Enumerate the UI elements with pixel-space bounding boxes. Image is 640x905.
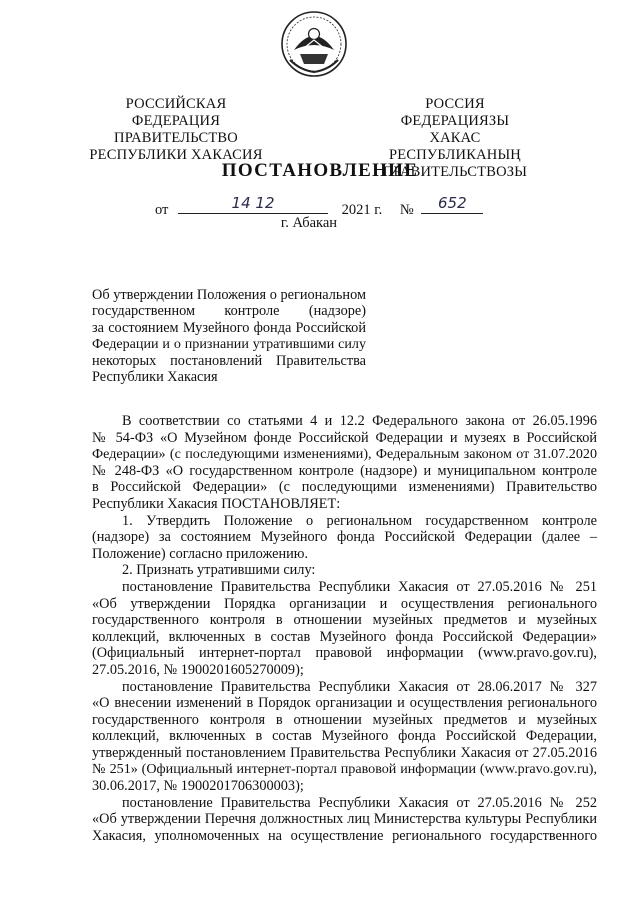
body-line: постановление Правительства Республики Хакасия от 27.05.2016 № 251	[122, 578, 597, 595]
subject-line: некоторых постановлений Правительства	[92, 352, 366, 369]
body-line: 1. Утвердить Положение о региональном государственном контроле	[122, 512, 597, 529]
body-line: Республики Хакасия ПОСТАНОВЛЯЕТ:	[92, 495, 341, 512]
body-line: (Официальный интернет-портал правовой информации (www.pravo.gov.ru),	[92, 645, 597, 662]
body-line: В соответствии со статьями 4 и 12.2 Федерального закона от 26.05.1996	[122, 413, 597, 429]
body-line: № 251» (Официальный интернет-портал правовой информации (www.pravo.gov.ru),	[92, 761, 597, 778]
body-line: «Об утверждении Перечня должностных лиц Министерства культуры Республики	[92, 811, 597, 828]
body-line: 27.05.2016, № 1900201605270009);	[92, 661, 304, 678]
subject-line: государственном контроле (надзоре)	[92, 303, 366, 320]
body-line: Хакасия, уполномоченных на осуществление регионального государственного	[92, 827, 597, 844]
header-left-line: РОССИЙСКАЯ ФЕДЕРАЦИЯ	[125, 96, 227, 129]
body-line: № 248-ФЗ «О государственном контроле (надзоре) и муниципальном контроле	[92, 462, 597, 479]
subject-line: Федерации и о признании утратившими силу	[92, 336, 366, 353]
body-line: коллекций, включенных в состав Музейного фонда Российской Федерации»	[92, 628, 597, 645]
coat-of-arms-emblem	[280, 10, 348, 78]
body-line: утвержденный постановлением Правительства Республики Хакасия от 27.05.2016	[92, 744, 597, 761]
header-right-line: РОССИЯ ФЕДЕРАЦИЯЗЫ	[400, 96, 510, 129]
header-left-block	[80, 96, 272, 164]
body-line: в Российской Федерации» (с последующими изменениями) Правительство	[92, 479, 597, 496]
year-label: 2021 г.	[341, 202, 383, 218]
body-line: постановление Правительства Республики Хакасия от 28.06.2017 № 327	[122, 678, 597, 695]
handwritten-number: 652	[437, 194, 467, 212]
body-line: № 54-ФЗ «О Музейном фонде Российской Федерации и музеях в Российской	[92, 429, 597, 446]
document-title: ПОСТАНОВЛЕНИЕ	[221, 160, 419, 181]
body-line: «О внесении изменений в Порядок организации и осуществления регионального	[92, 695, 597, 712]
header-left-line: ПРАВИТЕЛЬСТВО	[114, 130, 238, 146]
body-line: постановление Правительства Республики Хакасия от 27.05.2016 № 252	[122, 794, 597, 811]
body-line: коллекций, включенных в состав Музейного фонда Российской Федерации,	[92, 728, 597, 745]
body-line: государственного контроля в отношении музейных предметов и музейных	[92, 612, 597, 629]
document-body	[92, 413, 597, 844]
subject-line: Об утверждении Положения о региональном	[92, 287, 366, 303]
body-line: государственного контроля в отношении музейных предметов и музейных	[92, 711, 597, 728]
subject-line: Республики Хакасия	[92, 369, 218, 386]
body-line: «Об утверждении Порядка организации и осуществления регионального	[92, 595, 597, 612]
date-blank	[178, 194, 328, 214]
header-right-line: ХАКАС РЕСПУБЛИКАНЫҢ	[389, 130, 521, 163]
date-from-label: от	[155, 202, 169, 218]
number-label: №	[399, 202, 414, 218]
body-line: Положение) согласно приложению.	[92, 545, 309, 562]
city-label: г. Абакан	[280, 215, 338, 231]
header-left-line: РЕСПУБЛИКИ ХАКАСИЯ	[89, 147, 263, 163]
document-subject	[92, 287, 366, 385]
subject-line: за состоянием Музейного фонда Российской	[92, 319, 366, 336]
body-line: 2. Признать утратившими силу:	[122, 562, 316, 579]
body-line: (надзоре) за состоянием Музейного фонда Российской Федерации (далее –	[92, 529, 597, 546]
number-blank	[421, 194, 483, 214]
header-right-line: ПРАВИТЕЛЬСТВОЗЫ	[382, 164, 528, 180]
body-line: Федерации» (с последующими изменениями), Федеральным законом от 31.07.2020	[92, 446, 597, 463]
handwritten-date: 14 12	[231, 194, 275, 212]
body-line: 30.06.2017, № 1900201706300003);	[92, 778, 304, 795]
